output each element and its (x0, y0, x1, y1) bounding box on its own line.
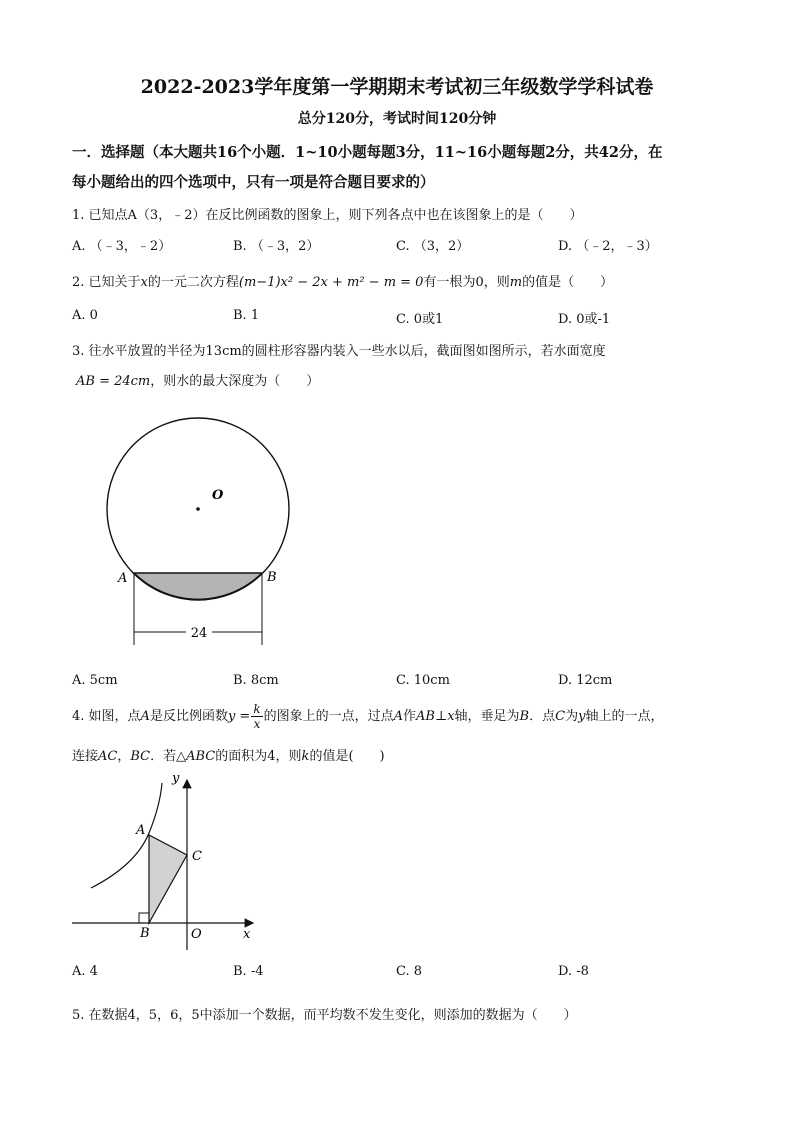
q4-stem-h: 轴上的一点， (585, 709, 664, 724)
q2-stem-c: 有一根为0，则 (423, 275, 510, 290)
q4-line2-ac: AC (98, 749, 118, 764)
q4-right-angle-mark (139, 913, 149, 923)
q4-label-a: A (136, 823, 146, 838)
q4-expr-ab: AB⊥x (416, 709, 455, 724)
q4-label-b: B (140, 926, 150, 941)
q4-line2-k: k (301, 749, 310, 764)
section-heading-line2: 每小题给出的四个选项中，只有一项是符合题目要求的） (72, 174, 435, 191)
q4-stem-d: 作 (403, 709, 417, 724)
q2-option-b: B. 1 (233, 308, 260, 323)
q4-option-b: B. -4 (233, 964, 264, 979)
q4-option-c: C. 8 (396, 964, 423, 979)
q4-var-c: C (555, 709, 566, 724)
q4-option-d: D. -8 (558, 964, 589, 979)
q4-var-a1: A (140, 709, 150, 724)
q3-option-c: C. 10cm (396, 673, 450, 688)
q5-stem: 5. 在数据4，5，6，5中添加一个数据，而平均数不发生变化，则添加的数据为（ ） (72, 1008, 577, 1023)
q3-stem-line1: 3. 往水平放置的半径为13cm的圆柱形容器内装入一些水以后，截面图如图所示，若水面宽度 (72, 344, 606, 359)
q3-dimension-label: 24 (190, 626, 208, 641)
q2-stem-a: 2. 已知关于 (72, 275, 141, 290)
q1-stem: 1. 已知点A（3，﹣2）在反比例函数的图象上，则下列各点中也在该图象上的是（ ） (72, 208, 583, 223)
q4-label-o: O (191, 927, 202, 942)
q4-line2-bc: BC (130, 749, 151, 764)
q4-fraction-num: k (253, 702, 261, 716)
q3-label-o: O (212, 488, 224, 503)
q3-option-a: A. 5cm (72, 673, 118, 688)
q4-stem-b: 是反比例函数 (149, 709, 228, 724)
q4-line2-b: ， (117, 749, 131, 764)
q3-label-b: B (267, 570, 277, 585)
q4-line2-c: ．若△ (150, 749, 187, 764)
q2-option-a: A. 0 (72, 308, 98, 323)
exam-title: 2022-2023学年度第一学期期末考试初三年级数学学科试卷 (140, 76, 654, 98)
q2-option-c: C. 0或1 (396, 312, 444, 327)
q3-expression: AB = 24cm (76, 374, 151, 389)
q4-line2-a: 连接 (72, 749, 99, 764)
q1-option-a: A. （﹣3，﹣2） (72, 239, 172, 254)
q4-stem-f: ．点 (529, 709, 556, 724)
q1-option-c: C. （3，2） (396, 239, 470, 254)
q3-option-d: D. 12cm (558, 673, 613, 688)
q4-label-c: C (192, 849, 202, 864)
q4-label-y: y (172, 771, 180, 786)
q4-stem-e: 轴，垂足为 (454, 709, 520, 724)
q4-line2-abc: ABC (186, 749, 216, 764)
q4-var-a2: A (393, 709, 404, 724)
q2-var-x: x (140, 275, 148, 290)
q4-var-y: y (578, 709, 586, 724)
q4-func-lhs: y = (227, 709, 251, 724)
exam-subtitle: 总分120分，考试时间120分钟 (297, 111, 497, 127)
q1-option-b: B. （﹣3，2） (233, 239, 320, 254)
q4-stem-c: 的图象上的一点，过点 (263, 709, 394, 724)
q2-stem-d: 的值是（ ） (522, 275, 614, 290)
q4-line2-d: 的面积为4，则 (215, 749, 302, 764)
q4-label-x: x (243, 927, 251, 942)
q3-option-b: B. 8cm (233, 673, 279, 688)
q1-option-d: D. （﹣2，﹣3） (558, 239, 658, 254)
q3-label-a: A (118, 571, 128, 586)
q2-var-m: m (509, 275, 523, 290)
q2-option-d: D. 0或-1 (558, 312, 611, 327)
q4-var-b: B (519, 709, 530, 724)
q4-triangle-abc (149, 835, 187, 923)
q3-stem-line2-rest: ，则水的最大深度为（ ） (150, 374, 320, 389)
q2-equation: (m−1)x² − 2x + m² − m = 0 (238, 275, 424, 290)
q4-line2-e: 的值是( ) (309, 749, 385, 764)
q4-fraction-den: x (253, 717, 261, 731)
q4-option-a: A. 4 (72, 964, 98, 979)
q4-stem-g: 为 (565, 709, 579, 724)
q4-stem-a: 4. 如图，点 (72, 709, 141, 724)
q2-stem-b: 的一元二次方程 (147, 275, 239, 290)
section-heading-line1: 一．选择题（本大题共16个小题．1~10小题每题3分，11~16小题每题2分，共42分，在 (72, 144, 663, 161)
